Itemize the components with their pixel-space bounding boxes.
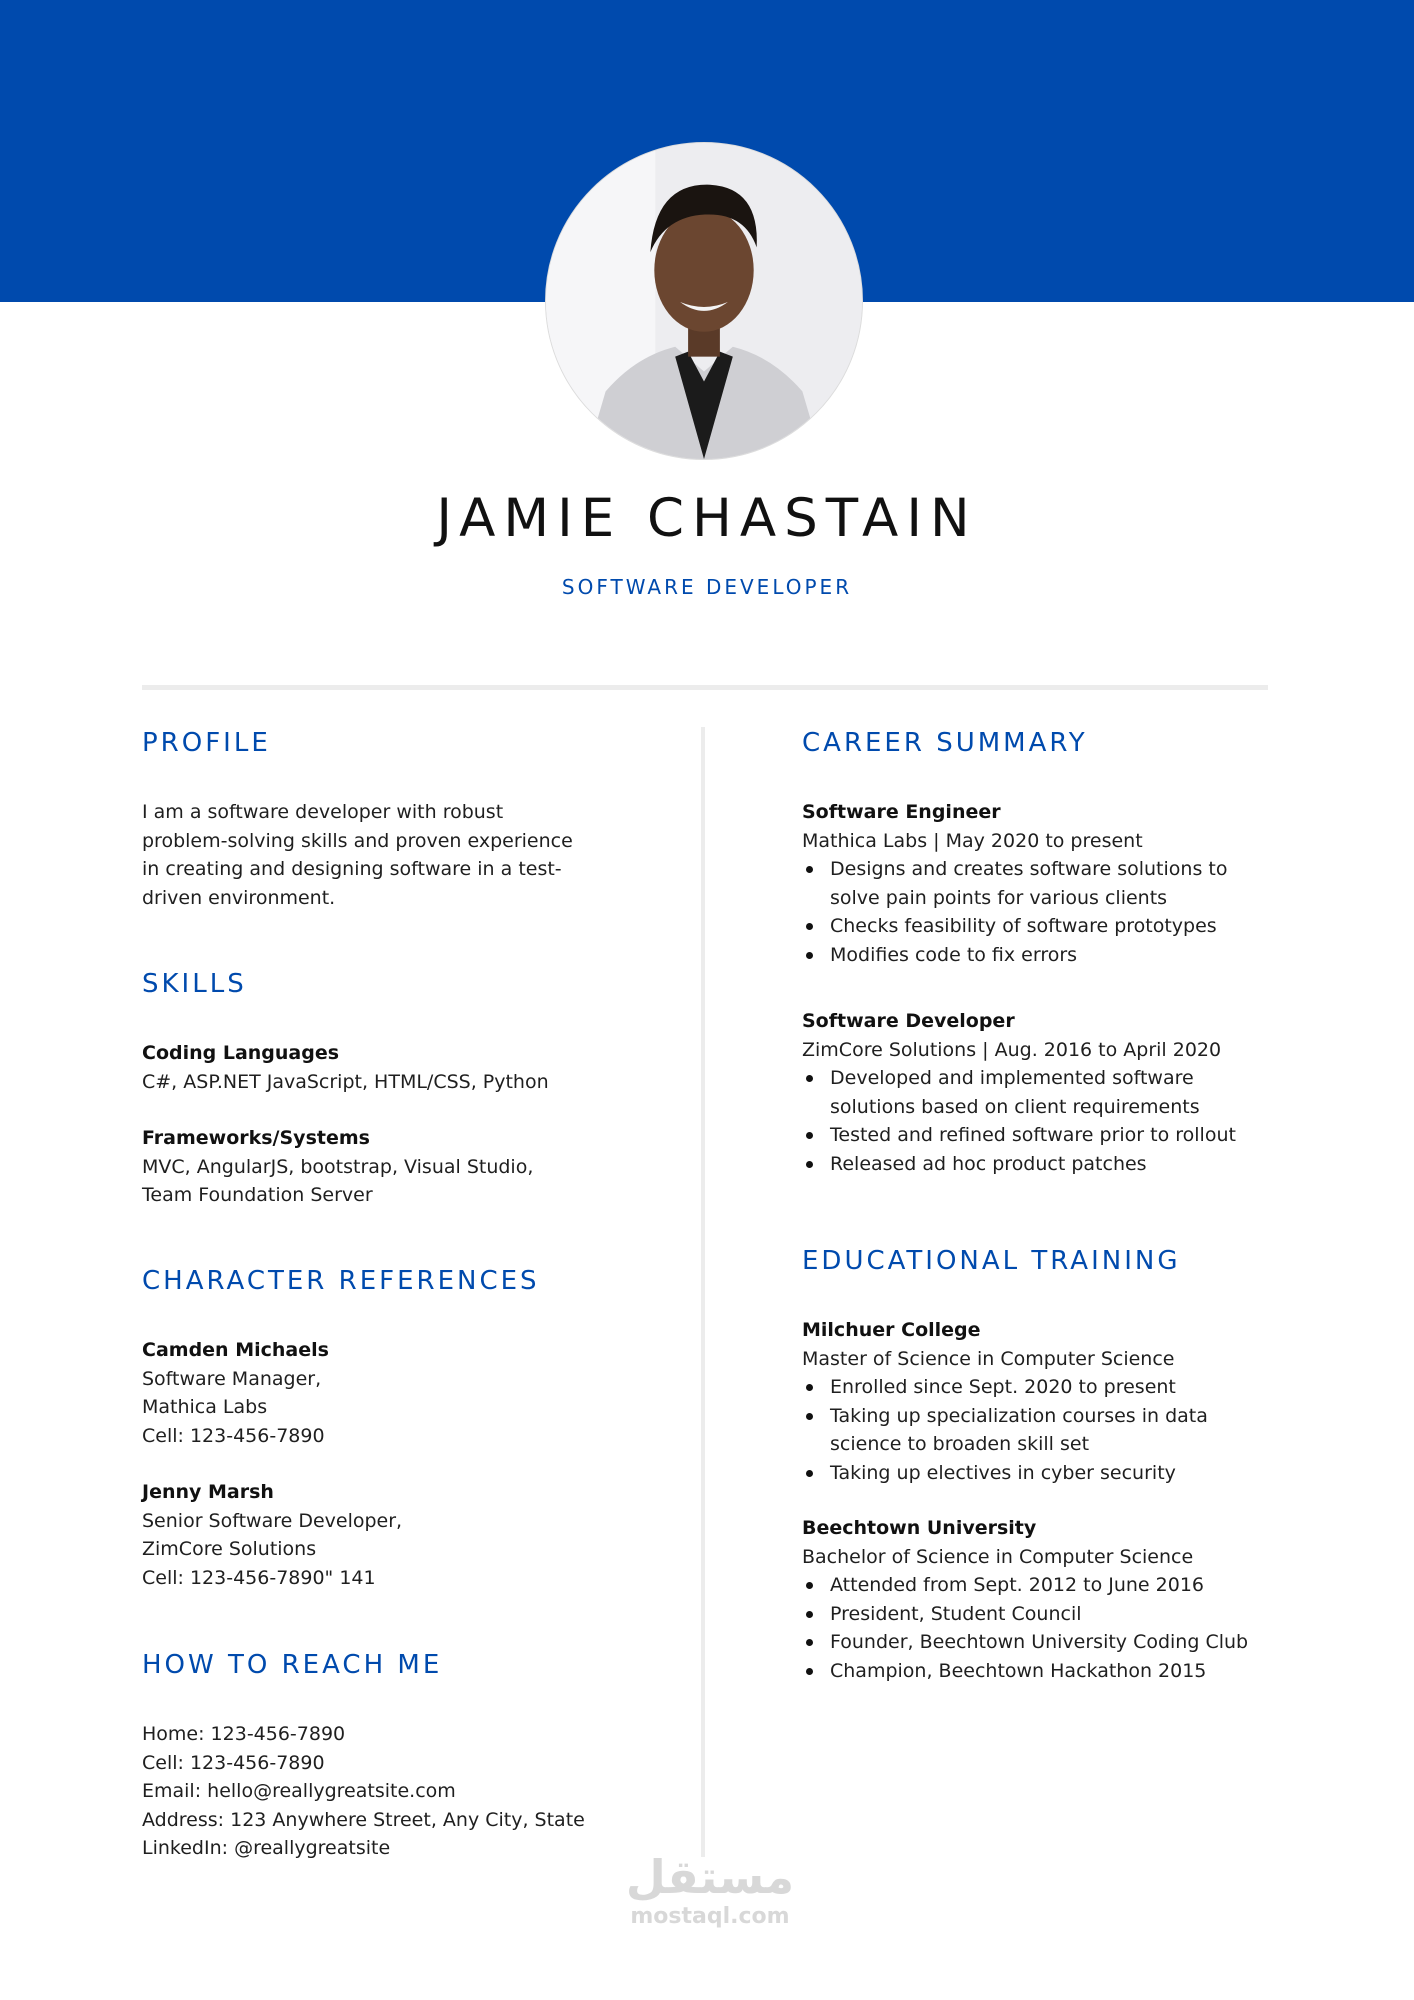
bullet-text: science to broaden skill set xyxy=(830,1433,1090,1456)
job-bullets xyxy=(802,855,1282,969)
list-item xyxy=(802,1459,1282,1488)
skills-coding-group xyxy=(142,1039,682,1096)
school-bullets xyxy=(802,1571,1282,1685)
list-item xyxy=(802,912,1282,941)
school-name: Beechtown University xyxy=(802,1517,1037,1539)
watermark-arabic: مستقل xyxy=(625,1850,795,1904)
bullet-text: Designs and creates software solutions to xyxy=(830,858,1228,881)
reference-line: Cell: 123-456-7890 xyxy=(142,1424,325,1447)
list-item xyxy=(802,941,1282,970)
watermark-latin: mostaql.com xyxy=(630,1904,790,1929)
reference-entry-jenny xyxy=(142,1478,682,1592)
bullet-text: Released ad hoc product patches xyxy=(830,1152,1147,1175)
reference-line: ZimCore Solutions xyxy=(142,1538,317,1561)
candidate-job-title: SOFTWARE DEVELOPER xyxy=(561,575,853,599)
school-name: Milchuer College xyxy=(802,1319,981,1341)
bullet-text: Champion, Beechtown Hackathon 2015 xyxy=(830,1659,1207,1682)
references-heading: CHARACTER REFERENCES xyxy=(142,1266,540,1296)
contact-cell: Cell: 123-456-7890 xyxy=(142,1751,325,1774)
reference-entry-camden xyxy=(142,1336,682,1450)
school-degree: Master of Science in Computer Science xyxy=(802,1347,1175,1370)
list-item xyxy=(802,1402,1282,1459)
profile-heading: PROFILE xyxy=(142,728,271,758)
skills-group-line: MVC, AngularJS, bootstrap, Visual Studio, xyxy=(142,1155,534,1178)
reference-name: Camden Michaels xyxy=(142,1339,329,1361)
contact-heading: HOW TO REACH ME xyxy=(142,1650,443,1680)
contact-home: Home: 123-456-7890 xyxy=(142,1723,346,1745)
profile-text xyxy=(142,798,682,912)
profile-line: problem-solving skills and proven experience xyxy=(142,829,573,852)
reference-line: Cell: 123-456-7890" 141 xyxy=(142,1566,376,1589)
bullet-text: Tested and refined software prior to rollout xyxy=(830,1124,1236,1147)
contact-email: Email: hello@reallygreatsite.com xyxy=(142,1780,456,1803)
skills-frameworks-group xyxy=(142,1124,682,1210)
candidate-name: JAMIE CHASTAIN xyxy=(436,488,978,549)
list-item xyxy=(802,1150,1282,1179)
job-role: Software Developer xyxy=(802,1010,1015,1032)
bullet-text: Enrolled since Sept. 2020 to present xyxy=(830,1376,1176,1399)
bullet-text: Taking up specialization courses in data xyxy=(830,1404,1208,1427)
job-company: ZimCore Solutions | Aug. 2016 to April 2020 xyxy=(802,1038,1222,1061)
education-school-milchuer xyxy=(802,1316,1282,1488)
list-item xyxy=(802,1628,1282,1657)
list-item xyxy=(802,1657,1282,1686)
mostaql-watermark xyxy=(600,1850,820,1929)
skills-heading: SKILLS xyxy=(142,969,247,999)
list-item xyxy=(802,855,1282,912)
person-portrait-icon xyxy=(546,143,862,459)
school-degree: Bachelor of Science in Computer Science xyxy=(802,1545,1194,1568)
job-company: Mathica Labs | May 2020 to present xyxy=(802,829,1143,852)
profile-line: driven environment. xyxy=(142,886,336,909)
bullet-text: Modifies code to fix errors xyxy=(830,943,1078,966)
profile-line: in creating and designing software in a test- xyxy=(142,858,562,881)
list-item xyxy=(802,1600,1282,1629)
list-item xyxy=(802,1373,1282,1402)
contact-linkedin: LinkedIn: @reallygreatsite xyxy=(142,1837,391,1860)
contact-details xyxy=(142,1720,682,1863)
bullet-text: Attended from Sept. 2012 to June 2016 xyxy=(830,1574,1205,1597)
reference-name: Jenny Marsh xyxy=(142,1481,274,1503)
job-bullets xyxy=(802,1064,1282,1178)
reference-line: Mathica Labs xyxy=(142,1396,268,1419)
career-heading: CAREER SUMMARY xyxy=(802,728,1088,758)
skills-group-line: Team Foundation Server xyxy=(142,1184,373,1207)
horizontal-divider xyxy=(142,685,1268,690)
skills-group-title: Frameworks/Systems xyxy=(142,1127,370,1149)
school-bullets xyxy=(802,1373,1282,1487)
profile-photo xyxy=(545,142,863,460)
career-job-engineer xyxy=(802,798,1282,970)
profile-line: I am a software developer with robust xyxy=(142,801,504,823)
education-school-beechtown xyxy=(802,1514,1282,1686)
bullet-text: Taking up electives in cyber security xyxy=(830,1461,1176,1484)
list-item xyxy=(802,1571,1282,1600)
bullet-text: solve pain points for various clients xyxy=(830,886,1168,909)
contact-address: Address: 123 Anywhere Street, Any City, State xyxy=(142,1808,585,1831)
reference-line: Senior Software Developer, xyxy=(142,1509,403,1532)
bullet-text: President, Student Council xyxy=(830,1602,1082,1625)
list-item xyxy=(802,1064,1282,1121)
bullet-text: solutions based on client requirements xyxy=(830,1095,1200,1118)
skills-group-line: C#, ASP.NET JavaScript, HTML/CSS, Python xyxy=(142,1070,549,1093)
skills-group-title: Coding Languages xyxy=(142,1042,340,1064)
reference-line: Software Manager, xyxy=(142,1367,322,1390)
career-job-developer xyxy=(802,1007,1282,1179)
bullet-text: Developed and implemented software xyxy=(830,1067,1194,1090)
list-item xyxy=(802,1121,1282,1150)
job-role: Software Engineer xyxy=(802,801,1001,823)
education-heading: EDUCATIONAL TRAINING xyxy=(802,1246,1181,1276)
bullet-text: Founder, Beechtown University Coding Club xyxy=(830,1631,1249,1654)
bullet-text: Checks feasibility of software prototypes xyxy=(830,915,1217,938)
column-divider xyxy=(701,727,705,1857)
